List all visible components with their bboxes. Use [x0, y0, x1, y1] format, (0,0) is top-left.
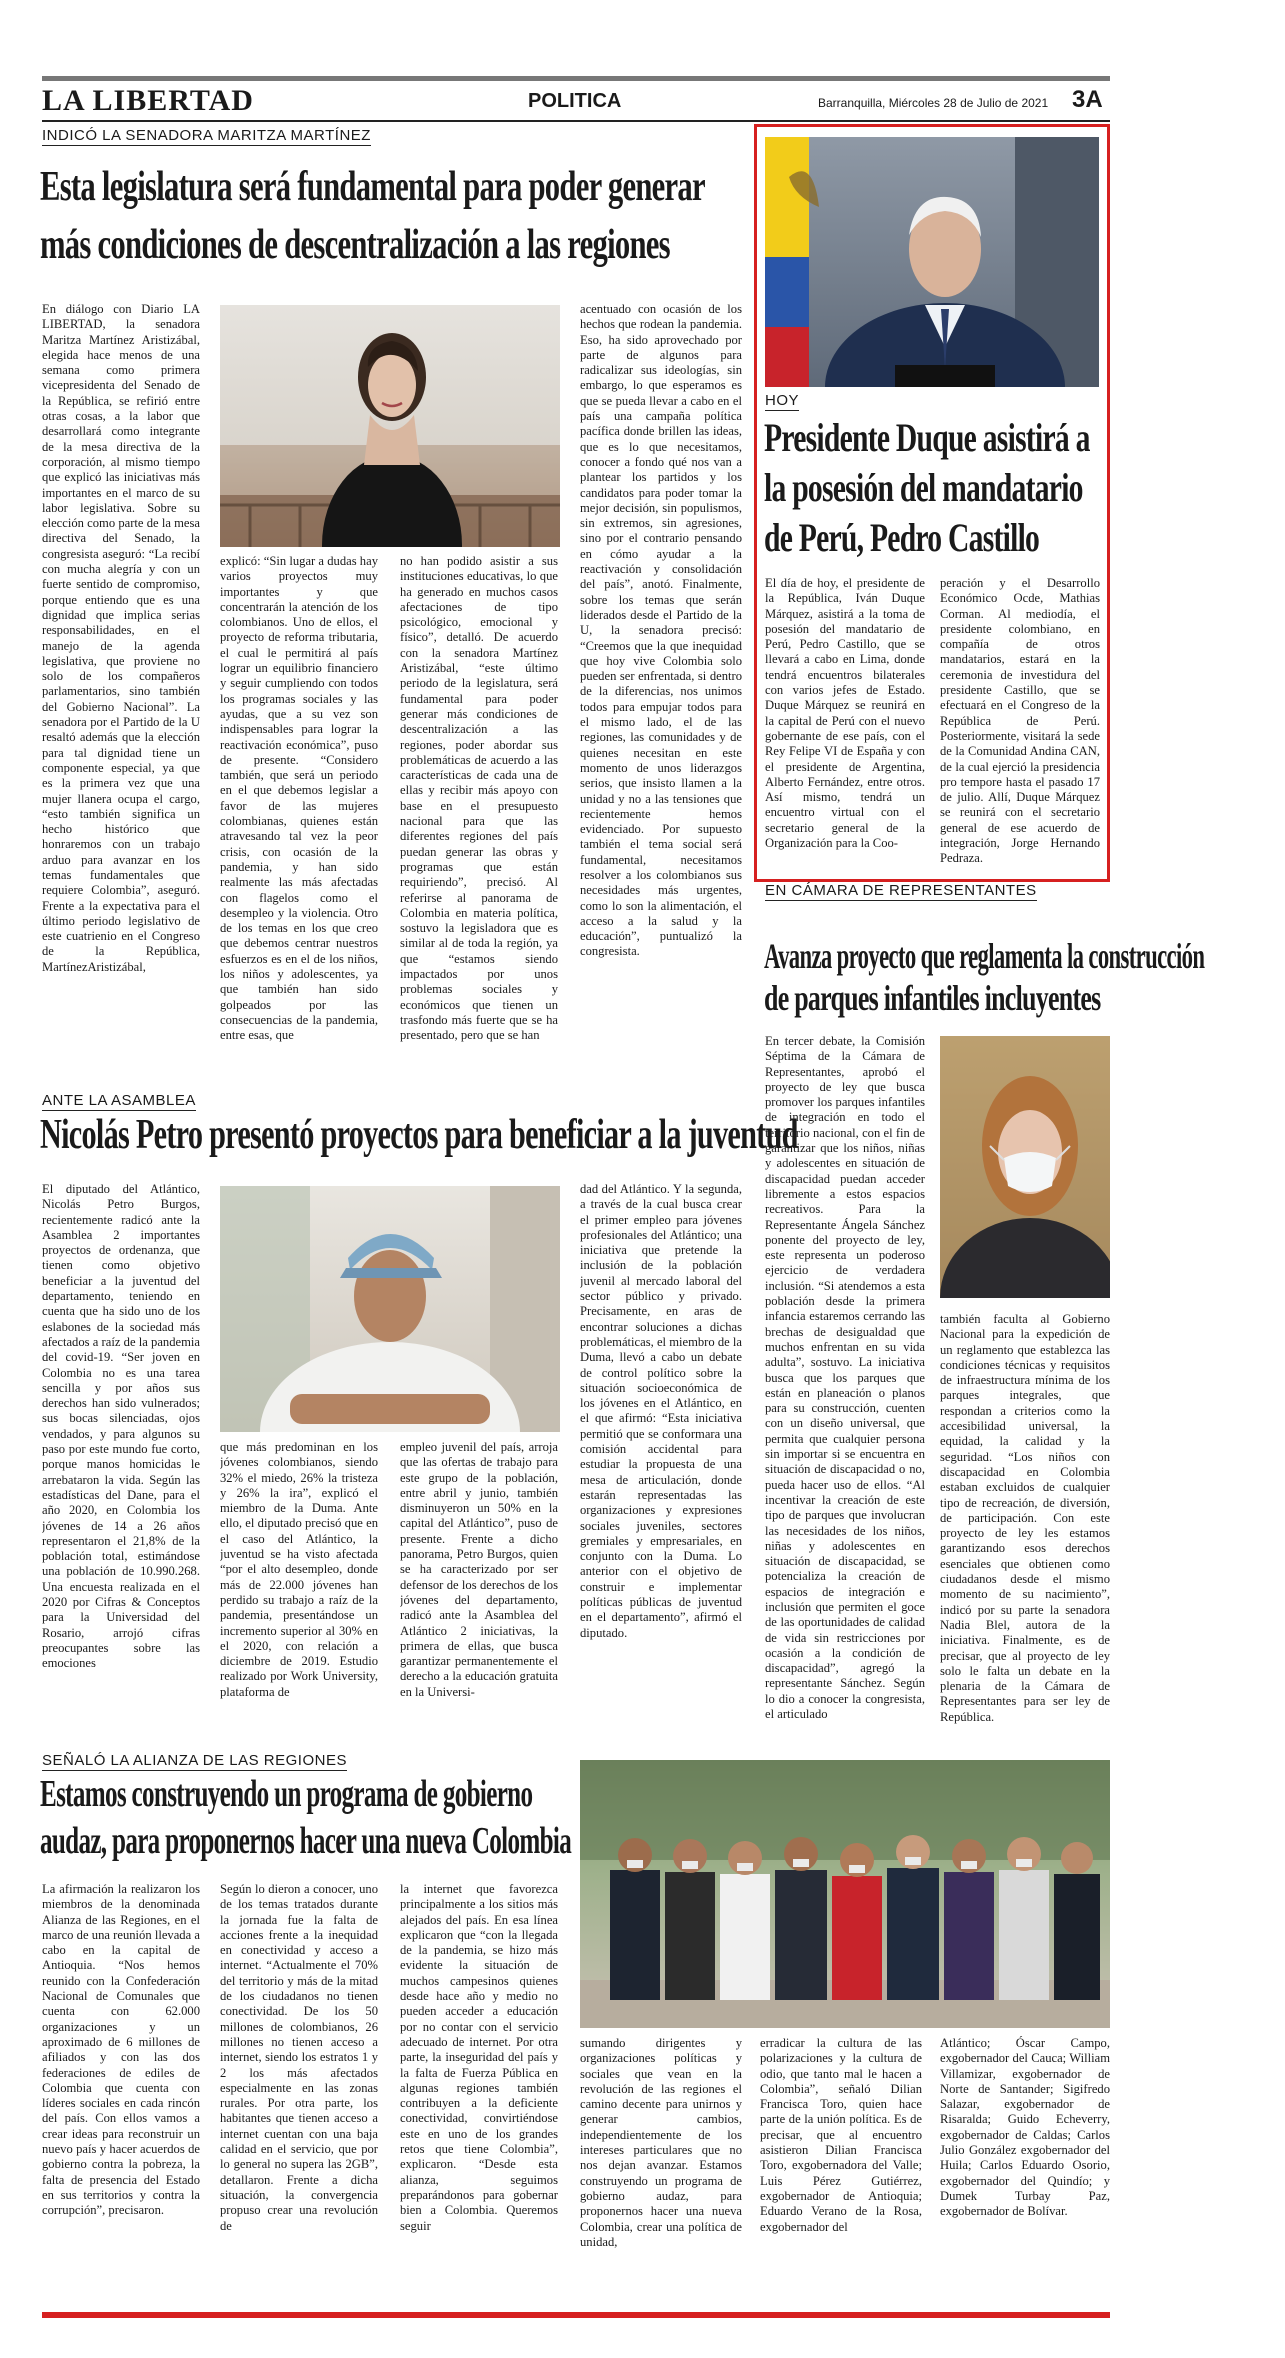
- masthead: LA LIBERTAD: [42, 84, 254, 117]
- story5-column-2: Según lo dieron a conocer, uno de los temas tratados durante la jornada fue la falta de acciones frente a la inequidad en conectividad y acceso a internet. “Actualmente el 70% del territorio y más de la mitad de los ciudadanos no tienen conectividad. De los 50 millones de colombianos, 26 millones no tienen acceso a internet, siendo los estratos 1 y 2 los más afectados especialmente en las zonas rurales. Por otra parte, los habitantes que tienen acceso a internet cuentan con una baja calidad en el servicio, que por lo general no supera las 2GB”, detallaron. Frente a dicha situación, la convergencia propuso crear una revolución de: [220, 1882, 378, 2233]
- story3-column-2: que más predominan en los jóvenes colombianos, siendo 32% el miedo, 26% la tristeza y 26% la ira”, explicó el miembro de la Duma. Ante ello, el diputado precisó que en el caso del Atlántico, la juventud se ha visto afectada “por el alto desempleo, donde más de 22.000 jóvenes han perdido su trabajo a raíz de la pandemia, presentándose un incremento superior al 30% en el 2020, con relación a diciembre de 2019. Estudio realizado por Work University, plataforma de: [220, 1440, 378, 1699]
- story3-column-1: El diputado del Atlántico, Nicolás Petro Burgos, recientemente radicó ante la Asamblea 2 importantes proyectos de ordenanza, que tienen como objetivo beneficiar a la juventud del departamento, teniendo en cuenta que ha sido uno de los eslabones de la sociedad más afectados a raíz de la pandemia del covid-19. “Ser joven en Colombia no es una tarea sencilla y por años sus derechos han sido vulnerados; sus bocas silenciadas, ojos vendados, y para algunos su paso por este mundo fue corto, porque manos homicidas le arrebataron la vida. Según las estadísticas del Dane, para el año 2020, en Colombia los jóvenes de 14 a 26 años representaron el 21,8% de la población total, estimándose una población de 10.990.268. Una encuesta realizada en el 2020 por Cifras & Conceptos para la Universidad del Rosario, arrojó cifras preocupantes sobre las emociones: [42, 1182, 200, 1671]
- story3-column-4: dad del Atlántico. Y la segunda, a través de la cual busca crear el primer empleo para jóvenes profesionales del Atlántico; una iniciativa que pretende la inclusión de la población juvenil al mercado laboral del sector público y privado. Precisamente, en aras de encontrar soluciones a dichas problemáticas, el miembro de la Duma, llevó a cabo un debate de control político sobre la situación socioeconómica de los jóvenes en el Atlántico, en el que afirmó: “Esta iniciativa permitió que se conformara una comisión accidental para estudiar la propuesta de una mesa de articulación, donde estarán representadas las organizaciones y expresiones sociales juveniles, sectores gremiales y empresariales, en conjunto con la Duma. Lo anterior con el objetivo de construir e implementar políticas públicas de juventud en el departamento”, afirmó el diputado.: [580, 1182, 742, 1640]
- story2-kicker: HOY: [765, 392, 800, 409]
- story2-column-2: peración y el Desarrollo Económico Ocde, Mathias Corman. Al mediodía, el presidente colombiano, en compañía de otros mandatarios, estará en la ceremonia de investidura del presidente Castillo, que se efectuará en el Congreso de la República de Perú. Posteriormente, visitará la sede de la Comunidad Andina CAN, de la cual ejerció la presidencia pro tempore hasta el pasado 17 de julio. Allí, Duque Márquez se reunirá con el secretario general de ese acuerdo de integración, Jorge Hernando Pedraza.: [940, 576, 1100, 866]
- bottom-bar: [42, 2312, 1110, 2318]
- story1-headline-line2: más condiciones de descentralización a las regiones: [40, 222, 670, 268]
- story5-column-1: La afirmación la realizaron los miembros de la denominada Alianza de las Regiones, en el marco de una reunión llevada a cabo en la capital de Antioquia. “Nos hemos reunido con la Confederación Nacional de Comunales que cuenta con 62.000 organizaciones y un aproximado de 6 millones de afiliados y con las dos federaciones de ediles de Colombia que cuenta con líderes sociales en cada rincón del país. Con ellos vamos a crear ideas para reconstruir un nuevo país y hacer acuerdos de gobierno contra la pobreza, la falta de presencia del Estado en sus territorios y contra la corrupción”, precisaron.: [42, 1882, 200, 2218]
- story4-column-1: En tercer debate, la Comisión Séptima de la Cámara de Representantes, aprobó el proyecto de ley que busca promover los parques infantiles de integración en todo el territorio nacional, con el fin de garantizar que los niños, niñas y adolescentes en situación de discapacidad puedan acceder libremente a estos espacios recreativos. Para la Representante Ángela Sánchez ponente del proyecto de ley, este representa un poderoso ejercicio de verdadera inclusión. “Si atendemos a esta población desde la primera infancia estaremos cerrando las brechas de desigualdad que muchos enfrentan en su vida adulta”, sostuvo. La iniciativa busca que los parques que están en planeación o planos para su construcción, cuenten con un diseño universal, que permita que cualquier persona sin importar si se encuentra en situación de discapacidad o no, pueda hacer uso de ellos. “Al incentivar la creación de este tipo de parques que involucran las necesidades de los niños, niñas y adolescentes en situación de discapacidad, se potencializa la creación de espacios de integración e inclusión que permiten el goce de las oportunidades de calidad de vida sin restricciones por ocasión a la condición de discapacidad”, agregó la representante Sánchez. Según lo dio a conocer la congresista, el articulado: [765, 1034, 925, 1722]
- story2-headline-line3: de Perú, Pedro Castillo: [764, 515, 1040, 560]
- page-number: 3A: [1072, 86, 1103, 113]
- story5-column-3: la internet que favorezca principalmente a los sitios más alejados del país. En esa línea explicaron que “con la llegada de la pandemia, se hizo más evidente la situación de muchos campesinos quienes desde hace año y medio no pueden acceder a educación por no contar con el servicio adecuado de internet. Por otra parte, la inseguridad del país y la falta de Fuerza Pública en algunas regiones también contribuyen a la deficiente conectividad, convirtiéndose este en uno de los grandes retos que tiene Colombia”, explicaron. “Desde esta alianza, seguimos preparándonos para gobernar bien a Colombia. Queremos seguir: [400, 1882, 558, 2233]
- story3-photo: [220, 1186, 560, 1432]
- story5-column-4: sumando dirigentes y organizaciones políticas y sociales que vean en la revolución de las regiones el camino decente para unirnos y generar cambios, independientemente de los intereses particulares que no nos dejan avanzar. Estamos construyendo un programa de gobierno audaz, para proponernos hacer una nueva Colombia, crear una política de unidad,: [580, 2036, 742, 2249]
- story2-headline-line1: Presidente Duque asistirá a: [764, 415, 1090, 460]
- story5-kicker: SEÑALÓ LA ALIANZA DE LAS REGIONES: [42, 1752, 347, 1769]
- story5-photo: [580, 1760, 1110, 2028]
- story4-photo: [940, 1036, 1110, 1298]
- story1-column-1: En diálogo con Diario LA LIBERTAD, la senadora Maritza Martínez Aristizábal, elegida hace menos de una semana como primera vicepresidenta del Senado de la República, se refirió entre otras cosas, a la labor que desarrollará como integrante de la mesa directiva de la corporación, al mismo tiempo que explicó las iniciativas más importantes en el marco de su labor legislativa. Sobre su elección como parte de la mesa directiva del Senado, la congresista aseguró: “La recibí con mucha alegría y con un fuerte sentido de compromiso, porque entiendo que es una dignidad que implica serias responsabilidades, en el manejo de la agenda legislativa, que proviene no solo de los compañeros parlamentarios, sino también del Gobierno Nacional”. La senadora por el Partido de la U resaltó además que la elección para tal dignidad tiene un componente especial, ya que es la primera vez que una mujer llanera ocupa el cargo, “esto también significa un hecho histórico que honraremos con un trabajo arduo para avanzar en los temas fundamentales que requiere Colombia”, aseguró. Frente a la expectativa para el último periodo legislativo de este cuatrienio en el Congreso de la República, MartínezAristizábal,: [42, 302, 200, 974]
- story4-headline-line1: Avanza proyecto que reglamenta la construcción: [764, 936, 1205, 976]
- story2-column-1: El día de hoy, el presidente de la República, Iván Duque Márquez, asistirá a la toma de posesión del mandatario de Perú, Pedro Castillo, que se llevará a cabo en Lima, donde tendrá encuentros bilaterales con varios jefes de Estado. Duque Márquez se reunirá en la capital de Perú con el nuevo gobernante de ese país, con el Rey Felipe VI de España y con el presidente de Argentina, Alberto Fernández, entre otros. Así mismo, tendrá un encuentro virtual con el secretario general de la Organización para la Coo-: [765, 576, 925, 851]
- story3-column-3: empleo juvenil del país, arroja que las ofertas de trabajo para este grupo de la población, entre abril y junio, también disminuyeron un 50% en la capital del Atlántico”, puso de presente. Frente a dicho panorama, Petro Burgos, quien se ha caracterizado por ser defensor de los derechos de los jóvenes del departamento, radicó ante la Asamblea del Atlántico 2 iniciativas, la primera de ellas, que busca garantizar permanentemente el derecho a la educación gratuita en la Universi-: [400, 1440, 558, 1699]
- story2-photo: [765, 137, 1099, 387]
- story5-column-6: Atlántico; Óscar Campo, exgobernador del Cauca; William Villamizar, exgobernador de Norte de Santander; Sigifredo Salazar, exgobernador de Risaralda; Guido Echeverry, exgobernador de Caldas; Carlos Julio González exgobernador del Huila; Carlos Eduardo Osorio, exgobernador del Quindío; y Dumek Turbay Paz, exgobernador de Bolívar.: [940, 2036, 1110, 2219]
- story1-column-3: no han podido asistir a sus instituciones educativas, lo que ha generado en muchos casos afectaciones de tipo psicológico, emocional y físico”, detalló. De acuerdo con la senadora Martínez Aristizábal, “este último periodo de la legislatura, será fundamental para poder generar más condiciones de descentralización a las regiones, poder abordar sus problemáticas de acuerdo a las características de cada una de ellas y recibir más apoyo con base en el presupuesto nacional para que las diferentes regiones del país puedan generar las obras y programas que están requiriendo”, precisó. Al referirse al panorama de Colombia en materia política, sostuvo la legisladora que es similar al de toda la región, ya que “estamos siendo impactados por unos problemas sociales y económicos que tienen un trasfondo más fuerte que se ha presentado, pero que se han: [400, 554, 558, 1043]
- story4-headline-line2: de parques infantiles incluyentes: [764, 978, 1101, 1018]
- story1-column-4: acentuado con ocasión de los hechos que rodean la pandemia. Eso, ha sido aprovechado por parte de algunos para radicalizar sus ideologías, sin embargo, lo que esperamos es que se pueda llevar a cabo en el país una campaña política pacífica donde brillen las ideas, que es lo que necesitamos, conocer a fondo qué nos van a plantear los partidos y los candidatos para poder tomar la mejor decisión, sin populismos, sin extremos, sin agresiones, sino por el contrario pensando en cómo ayudar a la reactivación y consolidación del país”, anotó. Finalmente, sobre los temas que serán liderados desde el Partido de la U, la senadora precisó: “Creemos que la que inequidad que hoy vive Colombia solo pueden ser enfrentada, si dentro de la diferencias, nos unimos todos para empujar todos para el mismo lado, el de las regiones, las comunidades y de quienes necesitan en este momento de unos liderazgos serios, que insisto llamen a la unidad y no a las tensiones que recientemente hemos evidenciado. Por supuesto también el tema social será fundamental, necesitamos resolver a los colombianos sus necesidades más urgentes, como lo son la alimentación, el acceso a la salud y la educación”, puntualizó la congresista.: [580, 302, 742, 959]
- story1-column-2: explicó: “Sin lugar a dudas hay varios proyectos muy importantes y que concentrarán la atención de los colombianos. Uno de ellos, el proyecto de reforma tributaria, el cual le permitirá al país lograr un equilibrio financiero y seguir cumpliendo con todos los programas sociales y las ayudas, que a su vez son indispensables para lograr la reactivación económica”, puso de presente. “Considero también, que será un periodo en el que debemos legislar a favor de las mujeres colombianas, quienes están atravesando tal vez la peor crisis, con ocasión de la pandemia, y han sido realmente las más afectadas con flagelos como el desempleo y la violencia. Otro de los temas en los que creo que debemos centrar nuestros esfuerzos es en el de los niños, los niños y adolescentes, ya que también han sido golpeados por las consecuencias de la pandemia, entre esas, que: [220, 554, 378, 1043]
- story2-headline-line2: la posesión del mandatario: [764, 465, 1083, 510]
- story3-headline: Nicolás Petro presentó proyectos para beneficiar a la juventud: [40, 1112, 798, 1158]
- story5-headline-line2: audaz, para proponernos hacer una nueva Colombia: [40, 1820, 572, 1862]
- story3-kicker: ANTE LA ASAMBLEA: [42, 1092, 196, 1109]
- dateline: Barranquilla, Miércoles 28 de Julio de 2021: [818, 96, 1049, 110]
- story4-kicker: EN CÁMARA DE REPRESENTANTES: [765, 882, 1037, 899]
- header-rule: [42, 120, 1110, 122]
- story1-photo: [220, 305, 560, 547]
- story1-kicker: INDICÓ LA SENADORA MARITZA MARTÍNEZ: [42, 127, 371, 144]
- story5-column-5: erradicar la cultura de las polarizaciones y la cultura de odio, que tanto mal le hacen a Colombia”, señaló Dilian Francisca Toro, quien hace parte de la unión política. Es de precisar, que al encuentro asistieron Dilian Francisca Toro, exgobernadora del Valle; Luis Pérez Gutiérrez, exgobernador de Antioquia; Eduardo Verano de la Rosa, exgobernador del: [760, 2036, 922, 2234]
- top-rule: [42, 76, 1110, 81]
- story1-headline-line1: Esta legislatura será fundamental para poder generar: [40, 164, 705, 210]
- story4-column-2: también faculta al Gobierno Nacional para la expedición de un reglamento que establezca las condiciones técnicas y requisitos de infraestructura mínima de los parques integrales, que respondan a criterios como la accesibilidad universal, la equidad, la calidad y la seguridad. “Los niños con discapacidad en Colombia estaban excluidos de cualquier tipo de recreación, de diversión, de participación. Con este proyecto de ley les estamos garantizando esos derechos esenciales que obtienen como ciudadanos desde el mismo momento de su nacimiento”, indicó por su parte la senadora Nadia Blel, autora de la iniciativa. Finalmente, es de precisar, que al proyecto de ley solo le falta un debate en la plenaria de la Cámara de Representantes para ser ley de República.: [940, 1312, 1110, 1724]
- section-name: POLITICA: [528, 90, 622, 112]
- story5-headline-line1: Estamos construyendo un programa de gobierno: [40, 1773, 533, 1815]
